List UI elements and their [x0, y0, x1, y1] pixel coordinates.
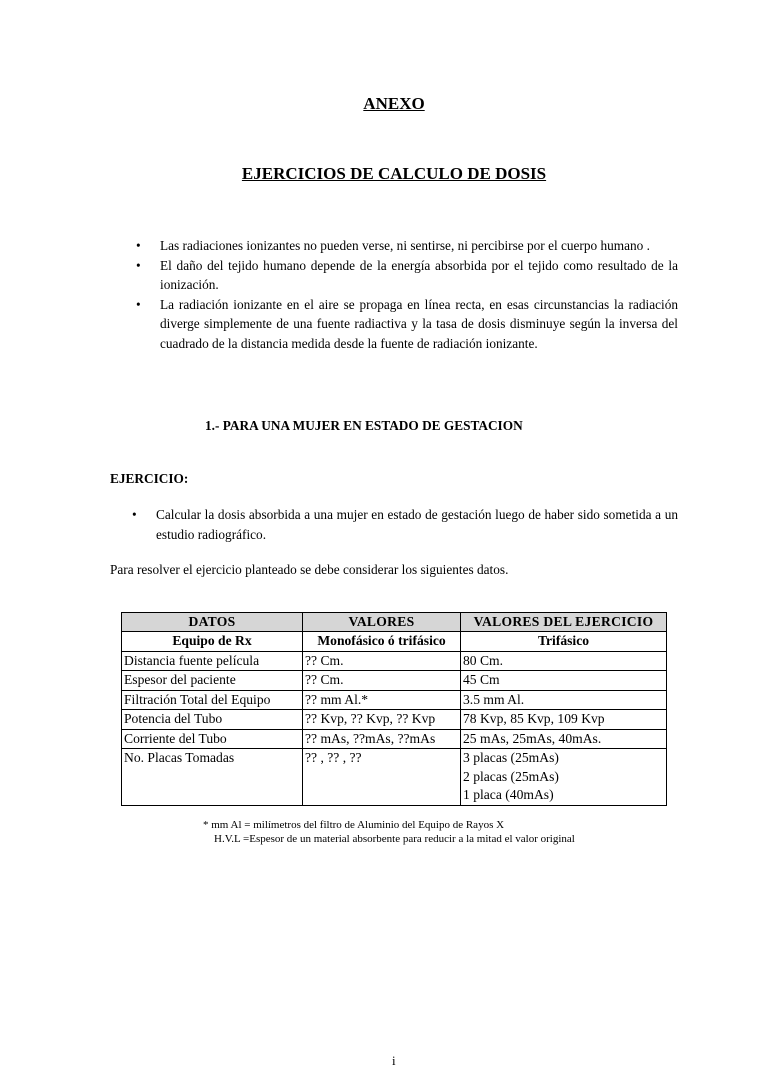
- table-row: [122, 671, 667, 691]
- table-cell: 78 Kvp, 85 Kvp, 109 Kvp: [461, 710, 667, 730]
- table-row: [122, 749, 667, 806]
- table-cell: 25 mAs, 25mAs, 40mAs.: [461, 729, 667, 749]
- page-number: i: [392, 1053, 396, 1068]
- table-cell: 45 Cm: [461, 671, 667, 691]
- intro-bullet-list: [114, 236, 678, 353]
- table-header-cell: VALORES DEL EJERCICIO: [461, 613, 667, 632]
- exercise-bullet-list: [110, 505, 678, 544]
- table-row: [122, 690, 667, 710]
- table-subheader-cell: Equipo de Rx: [122, 632, 303, 652]
- table-cell: ?? mm Al.*: [303, 690, 461, 710]
- table-cell: Distancia fuente película: [122, 651, 303, 671]
- table-header-cell: DATOS: [122, 613, 303, 632]
- table-cell: ?? Cm.: [303, 651, 461, 671]
- list-item: • El daño del tejido humano depende de la energía absorbida por el tejido como resultado de la ionización.: [114, 256, 678, 295]
- table-row: [122, 710, 667, 730]
- page-subtitle: EJERCICIOS DE CALCULO DE DOSIS: [241, 164, 547, 183]
- table-cell: Filtración Total del Equipo: [122, 690, 303, 710]
- table-subheader-cell: Monofásico ó trifásico: [303, 632, 461, 652]
- table-header-row: [122, 613, 667, 632]
- exercise-heading: EJERCICIO:: [110, 471, 189, 486]
- data-table: [121, 612, 667, 806]
- table-row: [122, 729, 667, 749]
- footnote: H.V.L =Espesor de un material absorbente para reducir a la mitad el valor original: [214, 833, 575, 845]
- table-cell: ?? , ?? , ??: [303, 749, 461, 806]
- table-cell: 3.5 mm Al.: [461, 690, 667, 710]
- section-heading: 1.- PARA UNA MUJER EN ESTADO DE GESTACION: [205, 418, 523, 433]
- table-cell: Potencia del Tubo: [122, 710, 303, 730]
- list-item: • La radiación ionizante en el aire se propaga en línea recta, en esas circunstancias la radiación diverge simplemente de una fuente radiactiva y la tasa de dosis disminuye según la inversa del cuadrado de la distancia medida desde la fuente de radiación ionizante.: [114, 295, 678, 354]
- list-item: • Calcular la dosis absorbida a una mujer en estado de gestación luego de haber sido sometida a un estudio radiográfico.: [110, 505, 678, 544]
- table-cell-line: 1 placa (40mAs): [463, 787, 554, 803]
- table-cell: Corriente del Tubo: [122, 729, 303, 749]
- table-cell: No. Placas Tomadas: [122, 749, 303, 806]
- table-cell-line: 2 placas (25mAs): [463, 768, 559, 784]
- table-cell-multiline: [461, 749, 667, 806]
- table-subheader-row: [122, 632, 667, 652]
- table-subheader-cell: Trifásico: [461, 632, 667, 652]
- table-cell: ?? Kvp, ?? Kvp, ?? Kvp: [303, 710, 461, 730]
- table-cell: ?? Cm.: [303, 671, 461, 691]
- table-cell: ?? mAs, ??mAs, ??mAs: [303, 729, 461, 749]
- instruction-text: Para resolver el ejercicio planteado se debe considerar los siguientes datos.: [110, 562, 509, 577]
- table-cell: Espesor del paciente: [122, 671, 303, 691]
- list-item: • Las radiaciones ionizantes no pueden verse, ni sentirse, ni percibirse por el cuerpo humano .: [114, 236, 678, 256]
- page-title: ANEXO: [363, 94, 425, 113]
- footnote: * mm Al = milímetros del filtro de Aluminio del Equipo de Rayos X: [203, 819, 505, 831]
- table-cell-line: 3 placas (25mAs): [463, 750, 559, 765]
- table-row: [122, 651, 667, 671]
- table-header-cell: VALORES: [303, 613, 461, 632]
- table-cell: 80 Cm.: [461, 651, 667, 671]
